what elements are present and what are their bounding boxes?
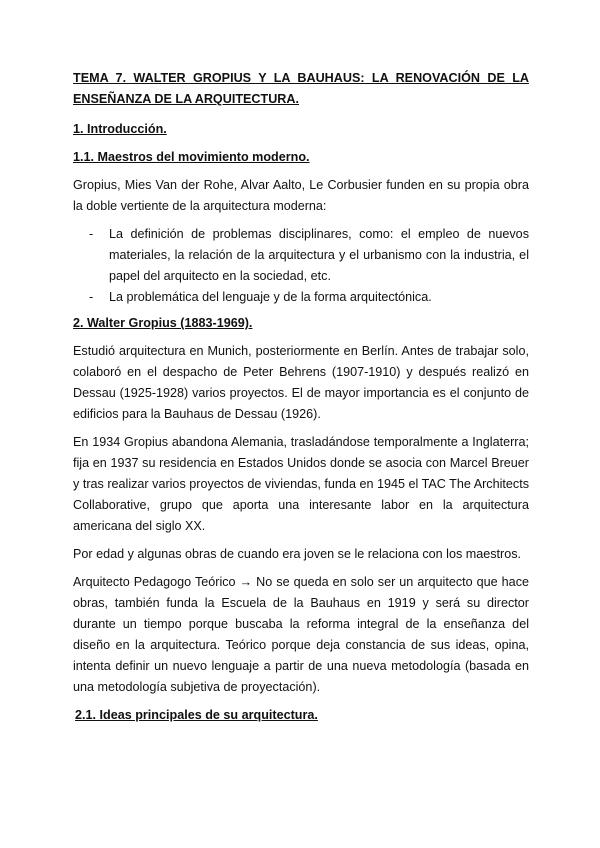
paragraph-gropius-maestros: Por edad y algunas obras de cuando era joven se le relaciona con los maestros. xyxy=(73,547,522,561)
paragraph-maestros: Gropius, Mies Van der Rohe, Alvar Aalto, Le Corbusier funden en su propia obra la doble vertiente de la arquitectura moderna: xyxy=(73,178,529,213)
paragraph-gropius-emigracion: En 1934 Gropius abandona Alemania, trasladándose temporalmente a Inglaterra; fija en 1937 su residencia en Estados Unidos donde se asocia con Marcel Breuer y tras realizar varios proyectos de viviendas, funda en 1945 el TAC The Architects Collaborative, grupo que aporta una interesante labor en la arquitectura americana del siglo XX. xyxy=(73,435,529,533)
maestros-list xyxy=(73,224,529,308)
section-heading-ideas: 2.1. Ideas principales de su arquitectura. xyxy=(75,708,318,722)
section-heading-gropius: 2. Walter Gropius (1883-1969). xyxy=(73,316,253,330)
list-item xyxy=(73,224,529,287)
paragraph-gropius-estudios: Estudió arquitectura en Munich, posteriormente en Berlín. Antes de trabajar solo, colaboró en el despacho de Peter Behrens (1907-1910) y después realizó en Dessau (1925-1928) varios proyectos. El de mayor importancia es el conjunto de edificios para la Bauhaus de Dessau (1926). xyxy=(73,344,529,421)
list-item xyxy=(73,287,529,308)
paragraph-gropius-pedagogo: Arquitecto Pedagogo Teórico → No se queda en solo ser un arquitecto que hace obras, también funda la Escuela de la Bauhaus en 1919 y será su director durante un tiempo porque buscaba la reforma integral de la enseñanza del diseño en la arquitectura. Teórico porque deja constancia de sus ideas, opina, intenta definir un nuevo lenguaje a partir de una nueva metodología (basada en una metodología subjetiva de proyectación). xyxy=(73,575,529,694)
document-title: TEMA 7. WALTER GROPIUS Y LA BAUHAUS: LA RENOVACIÓN DE LA ENSEÑANZA DE LA ARQUITECTURA. xyxy=(73,71,529,106)
list-item-text: La definición de problemas disciplinares, como: el empleo de nuevos materiales, la relación de la arquitectura y el urbanismo con la industria, el papel del arquitecto en la sociedad, etc. xyxy=(109,227,529,283)
section-heading-introduccion: 1. Introducción. xyxy=(73,122,167,136)
dash-bullet: - xyxy=(89,290,94,304)
section-heading-maestros: 1.1. Maestros del movimiento moderno. xyxy=(73,150,310,164)
list-item-text: La problemática del lenguaje y de la forma arquitectónica. xyxy=(109,290,432,304)
dash-bullet: - xyxy=(89,227,94,241)
